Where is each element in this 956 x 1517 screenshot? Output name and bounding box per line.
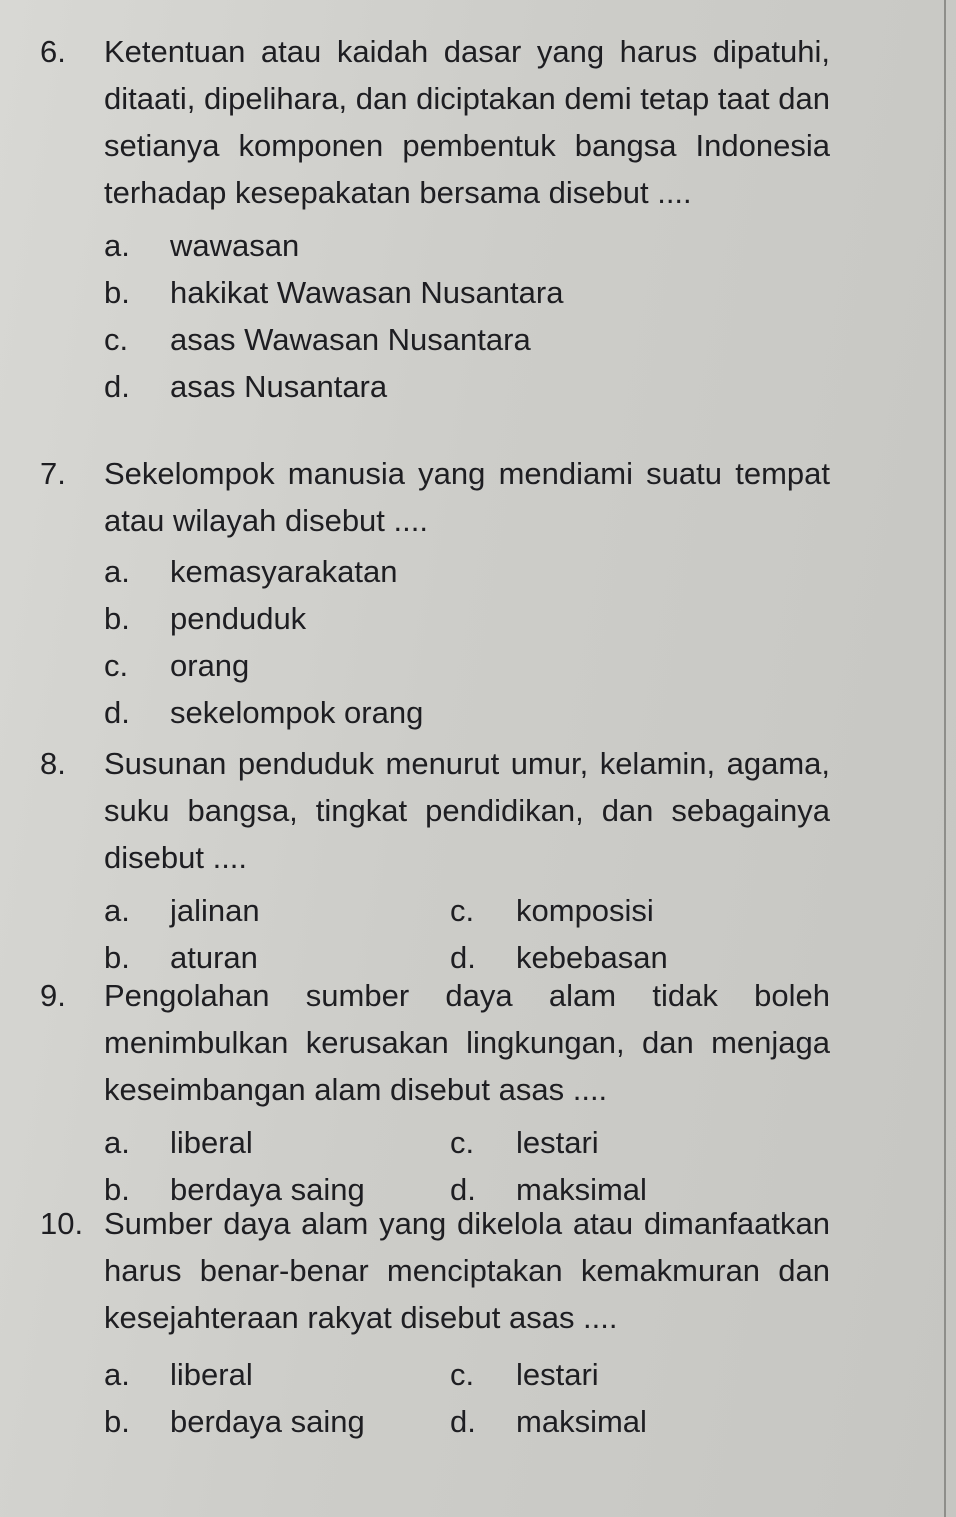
question-number: 7. <box>40 456 66 491</box>
question-text: Sumber daya alam yang dikelola atau dimanfaatkan harus benar-benar menciptakan kemakmuran dan kesejahteraan rakyat disebut asas .... <box>104 1206 830 1335</box>
option-letter: c. <box>450 893 475 928</box>
option-a[interactable] <box>104 548 830 595</box>
option-text: berdaya saing <box>170 1404 365 1439</box>
option-text: maksimal <box>516 1404 647 1439</box>
option-c[interactable] <box>104 642 830 689</box>
option-b[interactable] <box>104 595 830 642</box>
option-letter: d. <box>450 1172 476 1207</box>
option-letter: a. <box>104 893 130 928</box>
option-letter: b. <box>104 940 130 975</box>
option-text: komposisi <box>516 893 654 928</box>
option-letter: b. <box>104 275 130 310</box>
option-d[interactable] <box>450 1398 850 1445</box>
option-letter: c. <box>450 1125 475 1160</box>
question-number: 8. <box>40 746 66 781</box>
option-text: penduduk <box>170 601 307 636</box>
option-c[interactable] <box>450 887 850 934</box>
option-text: kebebasan <box>516 940 668 975</box>
option-text: sekelompok orang <box>170 695 424 730</box>
option-letter: a. <box>104 1357 130 1392</box>
question-text: Ketentuan atau kaidah dasar yang harus dipatuhi, ditaati, dipelihara, dan diciptakan demi tetap taat dan setianya komponen pembentuk bangsa Indonesia terhadap kesepakatan bersama disebut .... <box>104 34 830 210</box>
option-list <box>104 1351 830 1445</box>
option-text: asas Wawasan Nusantara <box>170 322 531 357</box>
option-a[interactable] <box>104 887 450 934</box>
question-text: Pengolahan sumber daya alam tidak boleh menimbulkan kerusakan lingkungan, dan menjaga keseimbangan alam disebut asas .... <box>104 978 830 1107</box>
option-a[interactable] <box>104 1119 450 1166</box>
option-list <box>104 548 830 736</box>
option-letter: d. <box>104 369 130 404</box>
question-6 <box>40 28 830 410</box>
question-number: 9. <box>40 978 66 1013</box>
option-letter: a. <box>104 1125 130 1160</box>
option-letter: c. <box>104 322 129 357</box>
option-text: liberal <box>170 1357 253 1392</box>
option-list <box>104 222 830 410</box>
option-letter: d. <box>450 940 476 975</box>
option-text: berdaya saing <box>170 1172 365 1207</box>
option-text: hakikat Wawasan Nusantara <box>170 275 564 310</box>
option-letter: b. <box>104 1172 130 1207</box>
option-a[interactable] <box>104 222 830 269</box>
option-letter: b. <box>104 601 130 636</box>
question-number: 6. <box>40 34 66 69</box>
option-letter: a. <box>104 554 130 589</box>
option-d[interactable] <box>104 689 830 736</box>
option-c[interactable] <box>104 316 830 363</box>
option-list <box>104 1119 830 1213</box>
option-text: lestari <box>516 1357 599 1392</box>
option-text: liberal <box>170 1125 253 1160</box>
option-text: orang <box>170 648 250 683</box>
page-edge <box>944 0 946 1517</box>
option-letter: a. <box>104 228 130 263</box>
option-letter: d. <box>104 695 130 730</box>
option-b[interactable] <box>104 1398 450 1445</box>
option-text: asas Nusantara <box>170 369 388 404</box>
option-text: jalinan <box>170 893 260 928</box>
option-text: lestari <box>516 1125 599 1160</box>
option-a[interactable] <box>104 1351 450 1398</box>
question-8 <box>40 740 830 981</box>
option-letter: c. <box>450 1357 475 1392</box>
option-letter: d. <box>450 1404 476 1439</box>
question-text: Susunan penduduk menurut umur, kelamin, agama, suku bangsa, tingkat pendidikan, dan sebagainya disebut .... <box>104 746 830 875</box>
option-c[interactable] <box>450 1119 850 1166</box>
option-list <box>104 887 830 981</box>
question-9 <box>40 972 830 1213</box>
option-c[interactable] <box>450 1351 850 1398</box>
option-letter: b. <box>104 1404 130 1439</box>
question-10 <box>40 1200 830 1445</box>
option-b[interactable] <box>104 269 830 316</box>
option-text: kemasyarakatan <box>170 554 398 589</box>
question-7 <box>40 450 830 736</box>
option-text: aturan <box>170 940 258 975</box>
question-text: Sekelompok manusia yang mendiami suatu tempat atau wilayah disebut .... <box>104 456 830 538</box>
option-letter: c. <box>104 648 129 683</box>
option-text: maksimal <box>516 1172 647 1207</box>
option-text: wawasan <box>170 228 300 263</box>
option-d[interactable] <box>104 363 830 410</box>
question-number: 10. <box>40 1206 84 1241</box>
